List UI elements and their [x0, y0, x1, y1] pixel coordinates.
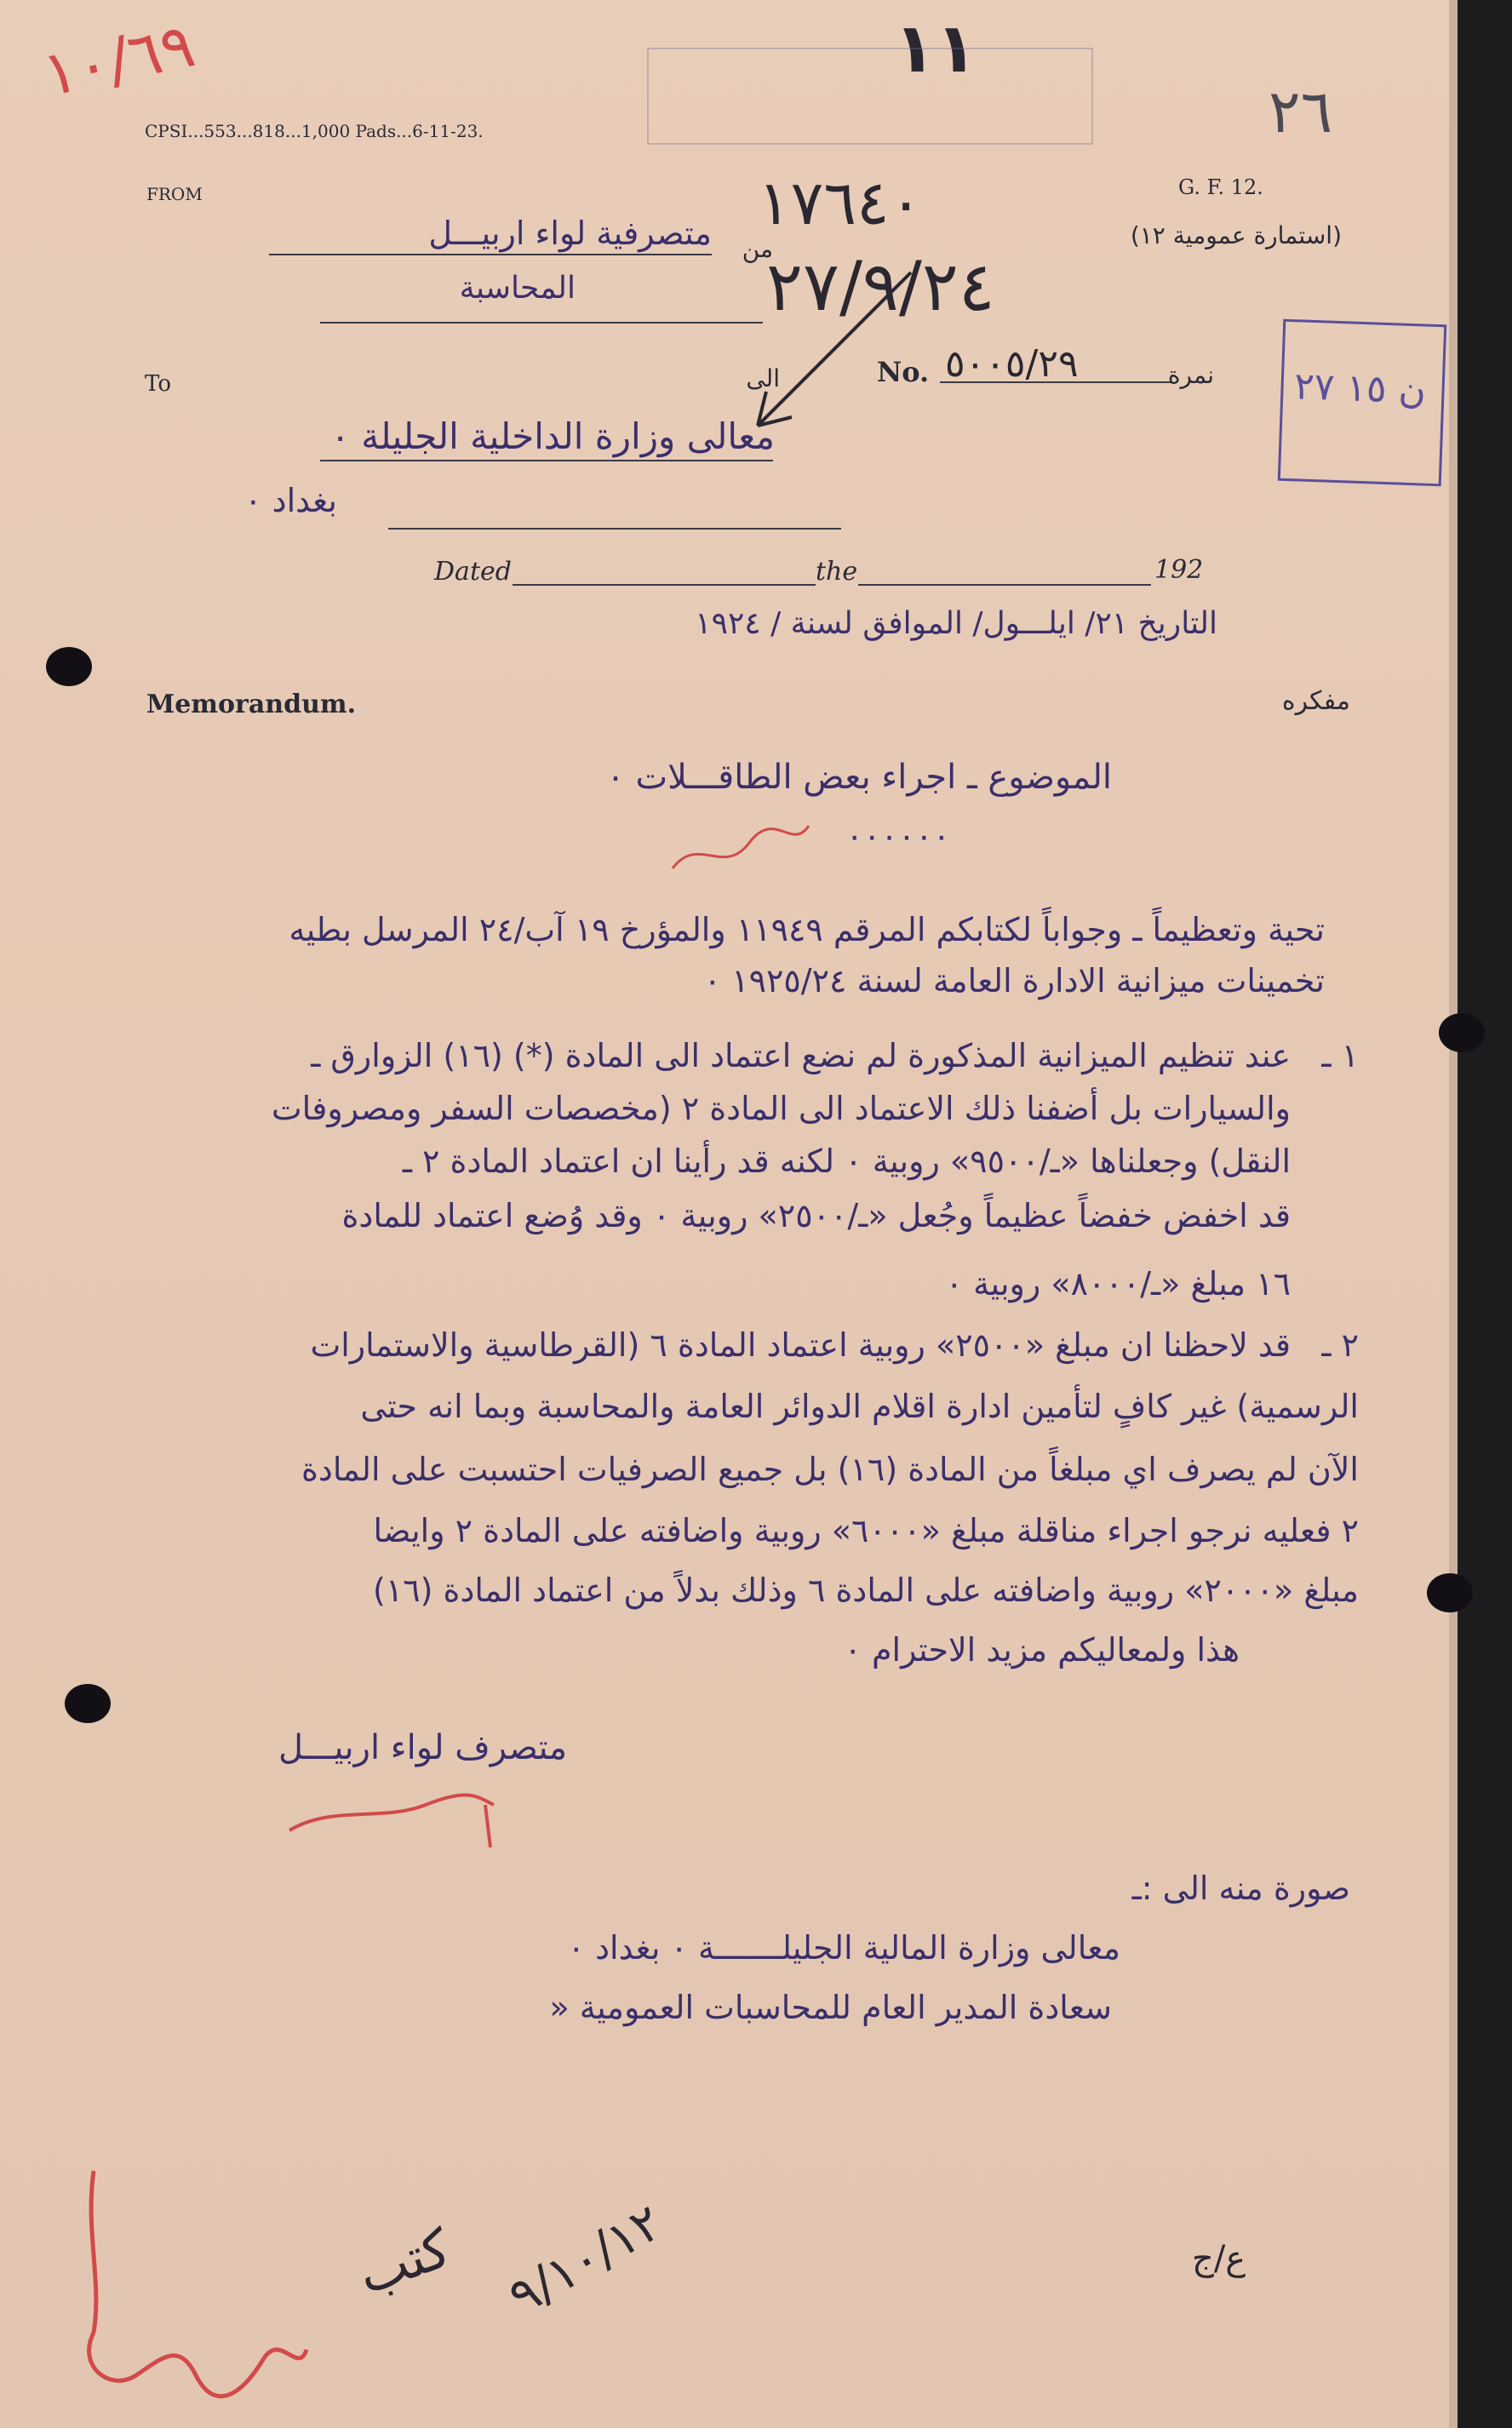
from-label: FROM: [146, 184, 203, 204]
red-scribble-signature: [281, 1788, 502, 1856]
copy-to-line-1: معالى وزارة المالية الجليلـــــــة ٠ بغداد ٠: [567, 1929, 1120, 1967]
item-2-line-2: الرسمية) غير كافٍ لتأمين ادارة اقلام الدوائر العامة والمحاسبة وبما انه حتى: [360, 1388, 1359, 1425]
bottom-code-annotation: ع/ج: [1192, 2239, 1246, 2278]
subject-line: الموضوع ـ اجراء بعض الطاقـــلات ٠: [606, 758, 1112, 797]
red-scribble-subject: [664, 817, 817, 885]
intro-line-2: تخمينات ميزانية الادارة العامة لسنة ١٩٢٥/٢٤ ٠: [703, 962, 1325, 999]
item-1-line-4: قد اخفض خفضاً عظيماً وجُعل «ـ/٢٥٠٠» روبية ٠ وقد وُضع اعتماد للمادة: [341, 1197, 1291, 1234]
item-2-line-5: مبلغ «٢٠٠٠» روبية واضافته على المادة ٦ وذلك بدلاً من اعتماد المادة (١٦): [373, 1572, 1359, 1609]
the-underline: [858, 584, 1151, 586]
bottom-date-annotation: ٩/١٠/١٢: [499, 2192, 672, 2327]
punch-hole: [65, 1684, 111, 1723]
sender-line-2: المحاسبة: [459, 271, 576, 306]
punch-hole: [1427, 1573, 1473, 1612]
document-number: ٥٠٠٥/٢٩: [945, 342, 1079, 386]
year-print: 192: [1154, 555, 1204, 585]
to-underline-2: [388, 528, 841, 530]
top-number: ١١: [894, 9, 977, 88]
form-code-arabic: (استمارة عمومية ١٢): [1130, 221, 1342, 249]
red-scribble-bottom-left: [60, 2162, 315, 2409]
to-label: To: [145, 371, 171, 397]
handwritten-arrow: [741, 255, 928, 443]
from-underline-2: [320, 322, 763, 324]
registry-stamp: [1278, 319, 1447, 487]
memorandum-label: Memorandum.: [146, 690, 357, 719]
no-label: No.: [877, 356, 930, 388]
dated-label: Dated: [434, 557, 512, 587]
date-line: التاريخ ٢١/ ايلـــول/ الموافق لسنة / ١٩٢٤: [695, 606, 1217, 641]
sender-line-1: متصرفية لواء اربيـــل: [428, 215, 712, 252]
memorandum-label-arabic: مفكره: [1281, 686, 1350, 716]
no-label-arabic: نمرة: [1167, 361, 1214, 389]
copy-to-label: صورة منه الى :ـ: [1131, 1870, 1350, 1907]
copy-to-line-2: سعادة المدير العام للمحاسبات العمومية «: [549, 1989, 1112, 2026]
item-1-line-1: عند تنظيم الميزانية المذكورة لم نضع اعتماد الى المادة (*) (١٦) الزوارق ـ: [311, 1037, 1291, 1074]
page-edge: [1449, 0, 1458, 2428]
no-underline: [940, 381, 1171, 383]
registry-stamp-text: ن ١٥ ٢٧: [1293, 364, 1427, 413]
from-label-arabic: من: [742, 235, 773, 263]
item-1-line-5: ١٦ مبلغ «ـ/٨٠٠٠» روبية ٠: [945, 1265, 1291, 1303]
top-right-annotation: ٢٦: [1269, 77, 1333, 146]
faint-stamp: [647, 48, 1093, 145]
item-2-number: ٢ ـ: [1321, 1326, 1359, 1364]
background-edge: [1458, 0, 1512, 2428]
from-underline-1: [269, 254, 712, 255]
reference-number: ١٧٦٤٠: [758, 167, 923, 238]
printer-line: CPSI...553...818...1,000 Pads...6-11-23.: [145, 121, 484, 141]
item-2-line-3: الآن لم يصرف اي مبلغاً من المادة (١٦) بل جميع الصرفيات احتسبت على المادة: [301, 1451, 1359, 1488]
reference-date: ٢٧/٩/٢٤: [766, 247, 995, 326]
dated-underline: [513, 584, 816, 586]
item-1-line-3: النقل) وجعلناها «ـ/٩٥٠٠» روبية ٠ لكنه قد رأينا ان اعتماد المادة ٢ ـ: [402, 1142, 1291, 1180]
red-annotation-top-left: ١٠/٦٩: [37, 9, 201, 111]
intro-line-1: تحية وتعظيماً ـ وجواباً لكتابكم المرقم ١١٩٤٩ والمؤرخ ١٩ آب/٢٤ المرسل بطيه: [289, 911, 1325, 948]
item-2-line-6: هذا ولمعاليكم مزيد الاحترام ٠: [844, 1631, 1240, 1669]
recipient-line-1: معالى وزارة الداخلية الجليلة ٠: [330, 415, 775, 457]
subject-dots: ٠٠٠٠٠٠: [845, 817, 950, 855]
recipient-line-2: بغداد ٠: [244, 482, 337, 519]
to-underline-1: [320, 460, 773, 461]
punch-hole: [46, 647, 92, 686]
item-2-line-4: ٢ فعليه نرجو اجراء مناقلة مبلغ «٦٠٠٠» روبية واضافته على المادة ٢ وايضا: [373, 1512, 1359, 1549]
punch-hole: [1439, 1013, 1485, 1052]
item-2-line-1: قد لاحظنا ان مبلغ «٢٥٠٠» روبية اعتماد المادة ٦ (القرطاسية والاستمارات: [310, 1326, 1291, 1364]
the-label: the: [816, 557, 858, 587]
signature: متصرف لواء اربيـــل: [278, 1728, 567, 1767]
to-label-arabic: الى: [746, 364, 780, 392]
item-1-number: ١ ـ: [1321, 1037, 1359, 1074]
bottom-word-annotation: كتب: [349, 2216, 459, 2307]
item-1-line-2: والسيارات بل أضفنا ذلك الاعتماد الى المادة ٢ (مخصصات السفر ومصروفات: [271, 1090, 1291, 1127]
form-code: G. F. 12.: [1178, 175, 1263, 199]
